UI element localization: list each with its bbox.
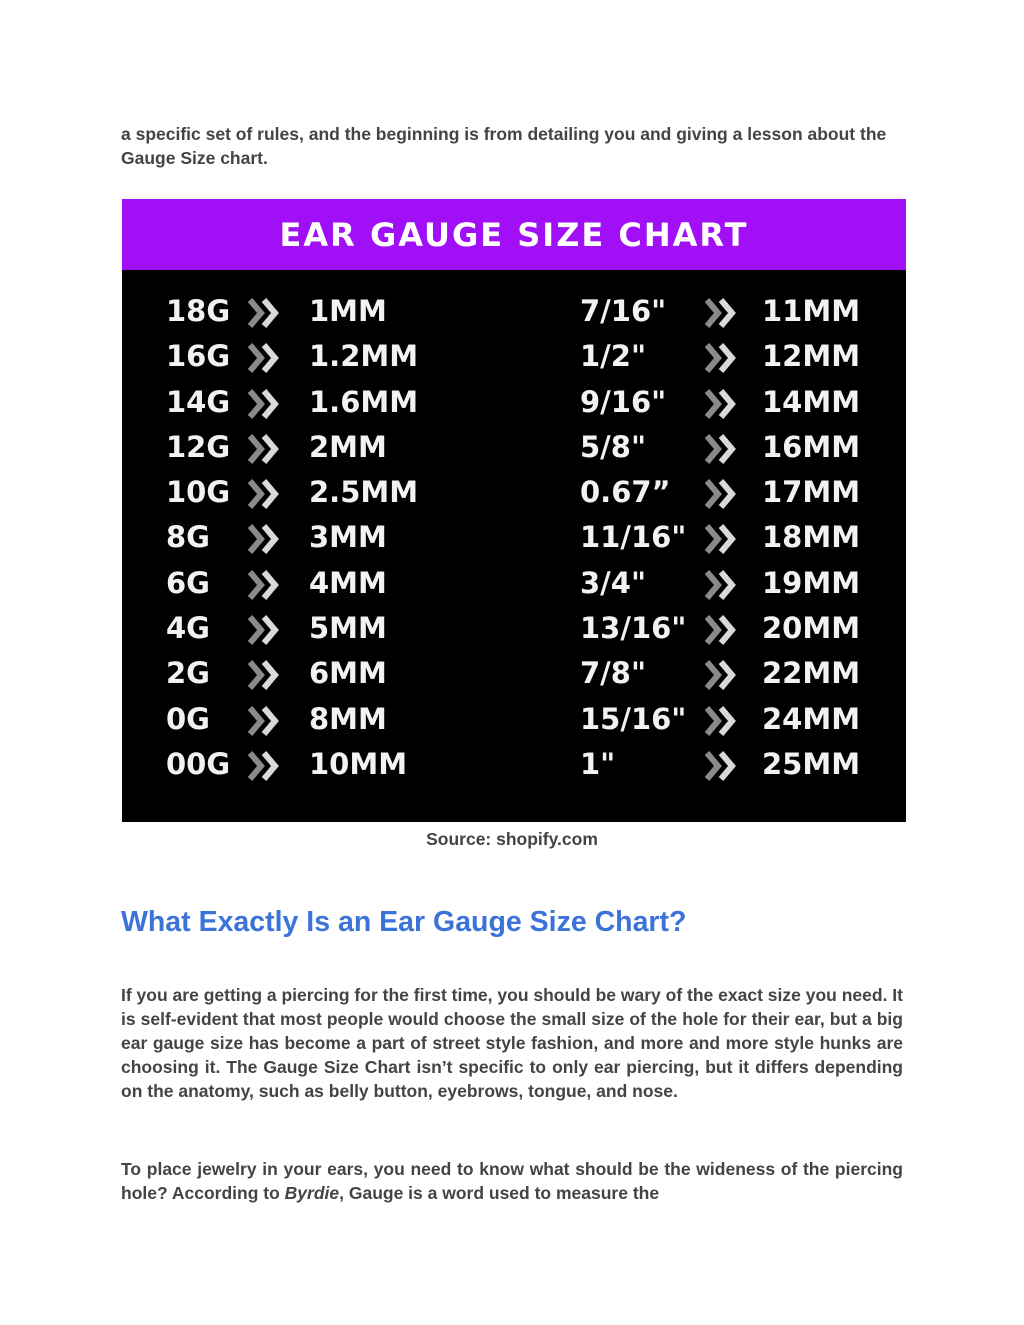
mm-value: 5MM	[309, 611, 387, 646]
mm-value: 19MM	[762, 565, 861, 600]
mm-value: 17MM	[762, 475, 861, 510]
mm-value: 3MM	[309, 520, 387, 555]
inch-value: 7/16"	[580, 294, 667, 328]
mm-value: 24MM	[762, 701, 861, 736]
paragraph-2-after: , Gauge is a word used to measure the	[339, 1183, 660, 1203]
mm-value: 4MM	[309, 565, 387, 600]
chart-title: EAR GAUGE SIZE CHART	[279, 215, 749, 254]
double-chevron-right-icon	[247, 343, 281, 373]
gauge-value: 18G	[166, 294, 231, 328]
gauge-value: 8G	[166, 520, 210, 555]
gauge-value: 14G	[166, 384, 231, 419]
double-chevron-right-icon	[704, 479, 738, 509]
chart-row	[122, 562, 906, 607]
chart-row	[122, 698, 906, 743]
gauge-value: 6G	[166, 565, 210, 600]
inch-value: 11/16"	[580, 520, 687, 555]
inch-value: 0.67”	[580, 475, 671, 510]
double-chevron-right-icon	[247, 298, 281, 328]
gauge-value: 0G	[166, 701, 210, 736]
paragraph-2	[121, 1157, 903, 1205]
inch-value: 13/16"	[580, 611, 687, 646]
gauge-value: 10G	[166, 475, 231, 510]
mm-value: 1.6MM	[309, 384, 419, 419]
mm-value: 22MM	[762, 656, 861, 691]
double-chevron-right-icon	[247, 434, 281, 464]
double-chevron-right-icon	[247, 570, 281, 600]
mm-value: 16MM	[762, 429, 861, 464]
mm-value: 1.2MM	[309, 339, 419, 374]
double-chevron-right-icon	[247, 479, 281, 509]
double-chevron-right-icon	[704, 660, 738, 690]
gauge-value: 2G	[166, 656, 210, 691]
mm-value: 2MM	[309, 429, 387, 464]
double-chevron-right-icon	[247, 706, 281, 736]
double-chevron-right-icon	[704, 751, 738, 781]
paragraph-1: If you are getting a piercing for the first time, you should be wary of the exact size you need. It is self-evident that most people would choose the small size of the hole for their ear, but a big ear gauge size has become a part of street style fashion, and more and more style hunks are choosing it. The Gauge Size Chart isn’t specific to only ear piercing, but it differs depending on the anatomy, such as belly button, eyebrows, tongue, and nose.	[121, 985, 903, 1101]
chart-row	[122, 516, 906, 561]
double-chevron-right-icon	[704, 298, 738, 328]
mm-value: 14MM	[762, 384, 861, 419]
source-caption: Source: shopify.com	[426, 829, 598, 849]
inch-value: 9/16"	[580, 384, 667, 419]
chart-row	[122, 652, 906, 697]
double-chevron-right-icon	[247, 751, 281, 781]
mm-value: 1MM	[309, 294, 387, 328]
mm-value: 2.5MM	[309, 475, 419, 510]
mm-value: 11MM	[762, 294, 861, 328]
mm-value: 8MM	[309, 701, 387, 736]
mm-value: 18MM	[762, 520, 861, 555]
chart-rows	[122, 290, 906, 788]
inch-value: 7/8"	[580, 656, 647, 691]
chart-row	[122, 335, 906, 380]
mm-value: 20MM	[762, 611, 861, 646]
mm-value: 12MM	[762, 339, 861, 374]
gauge-value: 00G	[166, 746, 231, 781]
ear-gauge-chart-image	[122, 199, 906, 822]
double-chevron-right-icon	[704, 524, 738, 554]
double-chevron-right-icon	[704, 570, 738, 600]
double-chevron-right-icon	[704, 434, 738, 464]
chart-row	[122, 607, 906, 652]
gauge-value: 16G	[166, 339, 231, 374]
double-chevron-right-icon	[247, 389, 281, 419]
gauge-value: 12G	[166, 429, 231, 464]
chart-row	[122, 381, 906, 426]
double-chevron-right-icon	[704, 615, 738, 645]
chart-row	[122, 426, 906, 471]
double-chevron-right-icon	[704, 389, 738, 419]
chart-row	[122, 743, 906, 788]
chart-header	[122, 199, 906, 270]
paragraph-2-before: To place jewelry in your ears, you need to know what should be the wideness of the piercing hole? According to	[121, 1159, 903, 1203]
gauge-value: 4G	[166, 611, 210, 646]
mm-value: 10MM	[309, 746, 408, 781]
mm-value: 6MM	[309, 656, 387, 691]
inch-value: 1"	[580, 746, 616, 781]
mm-value: 25MM	[762, 746, 861, 781]
inch-value: 3/4"	[580, 565, 647, 600]
inch-value: 1/2"	[580, 339, 647, 374]
double-chevron-right-icon	[704, 706, 738, 736]
section-heading: What Exactly Is an Ear Gauge Size Chart?	[121, 906, 687, 938]
double-chevron-right-icon	[247, 660, 281, 690]
double-chevron-right-icon	[247, 524, 281, 554]
chart-row	[122, 471, 906, 516]
double-chevron-right-icon	[704, 343, 738, 373]
inch-value: 5/8"	[580, 429, 647, 464]
byrdie-link-text: Byrdie	[284, 1183, 340, 1203]
inch-value: 15/16"	[580, 701, 687, 736]
double-chevron-right-icon	[247, 615, 281, 645]
chart-row	[122, 290, 906, 335]
intro-paragraph: a specific set of rules, and the beginning is from detailing you and giving a lesson about the Gauge Size chart.	[121, 124, 887, 168]
